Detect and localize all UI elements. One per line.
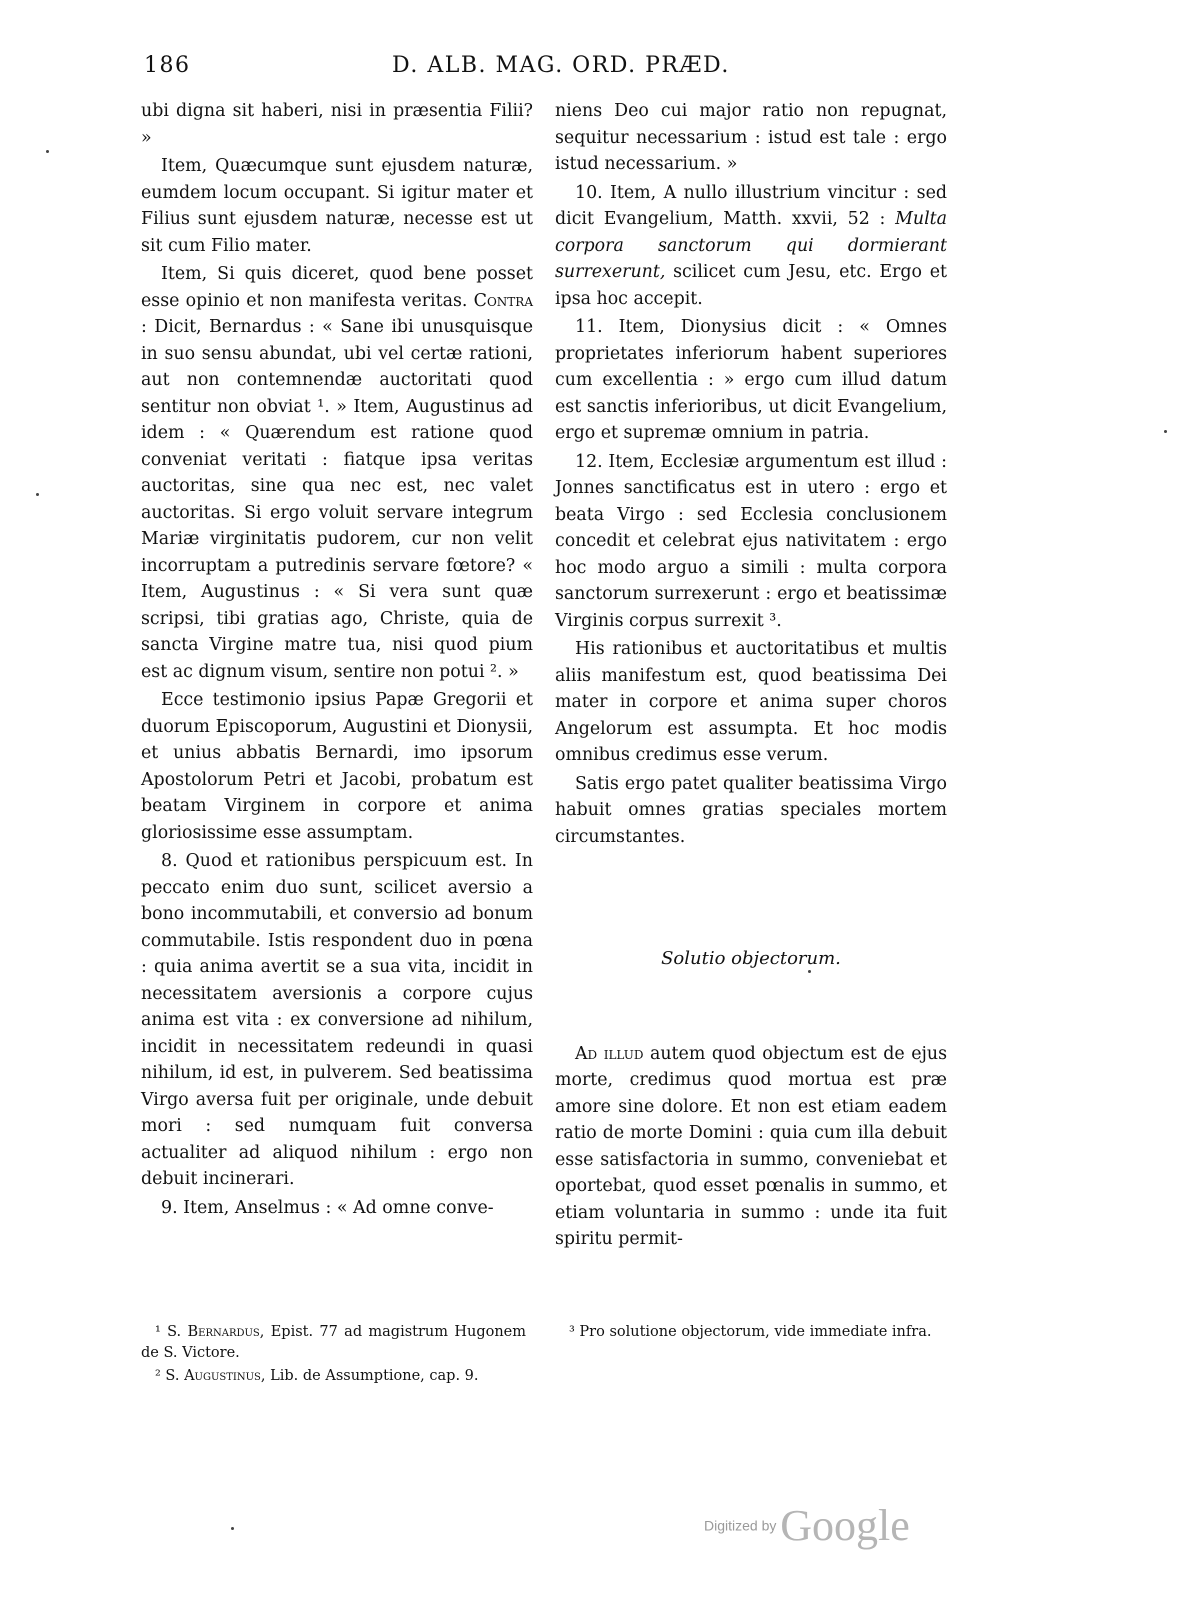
footnote	[141, 1322, 526, 1364]
paragraph	[555, 1041, 947, 1253]
footnote-mark: ¹ S.	[155, 1324, 188, 1340]
scan-speck	[1164, 430, 1167, 433]
text-run: scilicet cum Jesu, etc. Ergo et ipsa hoc accepit.	[555, 262, 947, 309]
paragraph: Satis ergo patet qualiter beatissima Virgo habuit omnes gratias speciales mortem circumstantes.	[555, 773, 947, 847]
paragraph: 9. Item, Anselmus : « Ad omne conve-	[161, 1197, 494, 1218]
footnotes-left	[141, 1322, 526, 1389]
text-run: autem quod objectum est de ejus morte, credimus quod mortua est præ amore sine dolore. Et non est etiam eadem ratio de morte Domini : quia cum illa debuit esse satisfactoria in summo, conveniebat et oportebat, quod esset pœnalis in summo, et etiam voluntaria in summo : unde ita fuit spiritu permit-	[555, 1043, 948, 1249]
page-header	[144, 53, 944, 87]
paragraph: His rationibus et auctoritatibus et multis aliis manifestum est, quod beatissima Dei mater in corpore et anima super choros Angelorum est assumpta. Et hoc modis omnibus credimus esse verum.	[555, 639, 947, 765]
paragraph: ubi digna sit haberi, nisi in præsentia Filii? »	[141, 101, 533, 148]
scan-speck	[808, 970, 811, 973]
right-column	[555, 98, 947, 1255]
text-run: Item, Si quis diceret, quod bene posset esse opinio et non manifesta veritas.	[141, 264, 533, 311]
lead-words: Ad illud	[575, 1043, 644, 1064]
paragraph: Ecce testimonio ipsius Papæ Gregorii et duorum Episcoporum, Augustini et Dionysii, et unius abbatis Bernardi, imo ipsorum Apostolorum Petri et Jacobi, probatum est beatam Virginem in corpore et anima gloriosissime esse assumptam.	[141, 690, 533, 843]
footnote: ³ Pro solutione objectorum, vide immediate infra.	[569, 1324, 932, 1340]
footnote	[141, 1366, 526, 1387]
scripture-quote: Multa corpora sanctorum qui dormierant surrexerunt,	[555, 209, 947, 282]
paragraph: 11. Item, Dionysius dicit : « Omnes proprietates inferiorum habent superiores cum excellentia : » ergo cum illud datum est sanctis inferioribus, ut dicit Evangelium, ergo et supremæ omnium in patria.	[555, 317, 947, 443]
contra-label: Contra	[473, 290, 533, 311]
text-run: 10. Item, A nullo illustrium vincitur : sed dicit Evangelium, Matth. xxvii, 52 :	[555, 182, 947, 229]
left-column	[141, 98, 533, 1223]
paragraph: 8. Quod et rationibus perspicuum est. In peccato enim duo sunt, scilicet aversio a bono incommutabili, et conversio ad bonum commutabile. Istis respondent duo in pœna : quia anima avertit se a sua vita, incidit in necessitatem aversionis a corpore cujus anima est vita : ex conversione ad nihilum, incidit in necessitatem redeundi in quasi nihilum, id est, in pulverem. Sed beatissima Virgo aversa fuit per originale, unde debuit mori : sed numquam fuit conversa actualiter ad aliquod nihilum : ergo non debuit incinerari.	[141, 851, 533, 1189]
scan-speck	[46, 150, 49, 153]
paragraph	[141, 261, 533, 685]
scan-speck	[36, 493, 39, 496]
running-title: D. ALB. MAG. ORD. PRÆD.	[392, 53, 730, 78]
scan-speck	[231, 1527, 234, 1530]
digitized-watermark	[704, 1500, 910, 1551]
watermark-caption: Digitized by	[704, 1517, 781, 1534]
footnote-author: Bernardus	[187, 1324, 260, 1340]
footnotes-right	[555, 1322, 940, 1345]
paragraph: Item, Quæcumque sunt ejusdem naturæ, eumdem locum occupant. Si igitur mater et Filius sunt ejusdem naturæ, necesse est ut sit cum Filio mater.	[141, 156, 533, 256]
section-heading: Solutio objectorum.	[661, 948, 841, 969]
paragraph: 12. Item, Ecclesiæ argumentum est illud : Jonnes sanctificatus est in utero : ergo et beata Virgo : sed Ecclesia conclusionem concedit et celebrat ejus nativitatem : ergo hoc modo arguo a simili : multa corpora sanctorum surrexerunt : ergo et beatissimæ Virginis corpus surrexit ³.	[555, 451, 947, 631]
footnote-mark: ² S.	[155, 1368, 185, 1384]
paragraph	[555, 180, 947, 313]
footnote-text: , Lib. de Assumptione, cap. 9.	[260, 1368, 479, 1384]
google-logo: Google	[780, 1501, 910, 1550]
footnote-text: , Epist. 77 ad magistrum Hugonem de S. Victore.	[141, 1324, 526, 1361]
text-run: : Dicit, Bernardus : « Sane ibi unusquisque in suo sensu abundat, ubi vel certæ rationi, aut non contemnendæ auctoritati quod sentitur non obviat ¹. » Item, Augustinus ad idem : « Quærendum est ratione quod conveniat veritati : fiatque ipsa veritas auctoritas, sine qua nec est, nec valet auctoritas. Si ergo voluit servare integrum Mariæ virginitatis pudorem, cur non velit incorruptam a putredinis servare fœtore? « Item, Augustinus : « Si vera sunt quæ scripsi, tibi gratias ago, Christe, quia de sancta Virgine matre tua, nisi quod pium est ac dignum visum, sentire non potui ². »	[141, 317, 533, 682]
paragraph: niens Deo cui major ratio non repugnat, sequitur necessarium : istud est tale : ergo istud necessarium. »	[555, 101, 947, 174]
page-number: 186	[144, 53, 191, 78]
footnote-author: Augustinus	[184, 1368, 261, 1384]
